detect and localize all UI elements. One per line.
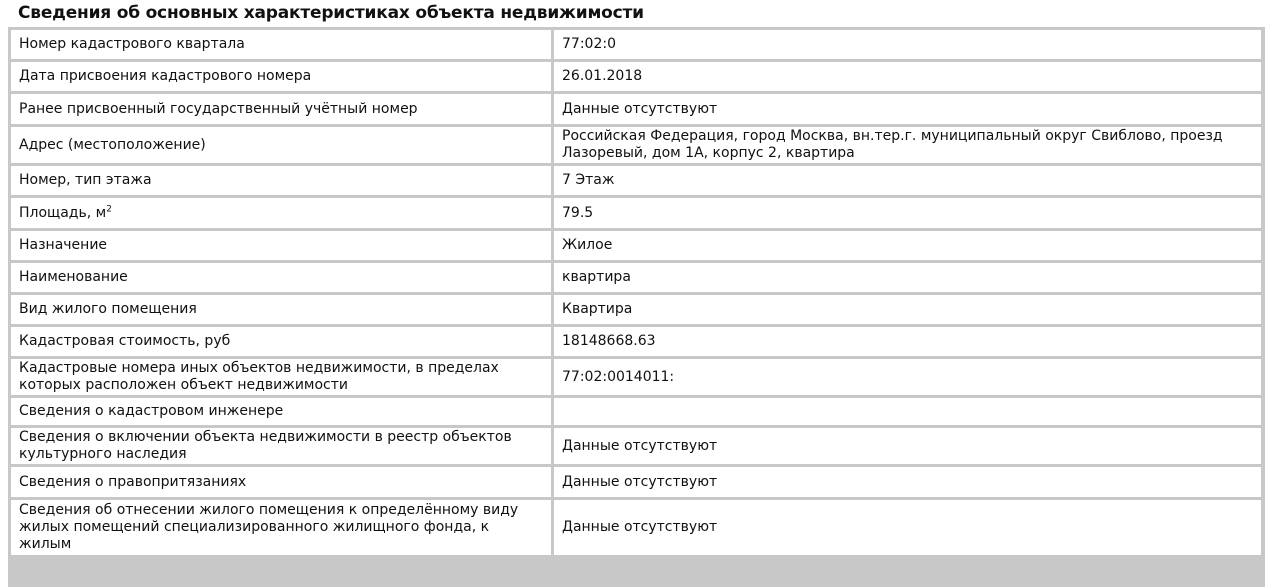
row-label-cadastral-value: Кадастровая стоимость, руб [11,327,551,356]
row-value-specialized-housing: Данные отсутствуют [554,500,1261,555]
row-value-address: Российская Федерация, город Москва, вн.тер.г. муниципальный округ Свиблово, проезд Лазоревый, дом 1А, корпус 2, квартира [554,127,1261,163]
row-value-cadastral-value: 18148668.63 [554,327,1261,356]
row-value-name: квартира [554,263,1261,292]
row-value-assignment-date: 26.01.2018 [554,62,1261,91]
row-label-purpose: Назначение [11,231,551,260]
row-label-claims: Сведения о правопритязаниях [11,467,551,497]
page-title: Сведения об основных характеристиках объекта недвижимости [18,3,644,23]
row-value-cadastral-quarter: 77:02:0 [554,30,1261,59]
row-value-cadastral-engineer [554,398,1261,425]
row-label-cadastral-quarter: Номер кадастрового квартала [11,30,551,59]
row-value-parent-objects: 77:02:0014011: [554,359,1261,395]
row-label-area: Площадь, $м^2$ [11,198,551,228]
row-value-area: 79.5 [554,198,1261,228]
row-value-purpose: Жилое [554,231,1261,260]
row-value-previous-number: Данные отсутствуют [554,94,1261,124]
row-label-floor: Номер, тип этажа [11,166,551,195]
row-label-name: Наименование [11,263,551,292]
row-label-address: Адрес (местоположение) [11,127,551,163]
row-label-specialized-housing: Сведения об отнесении жилого помещения к определённому виду жилых помещений специализированного жилищного фонда, к жилым [11,500,551,555]
row-label-assignment-date: Дата присвоения кадастрового номера [11,62,551,91]
row-value-floor: 7 Этаж [554,166,1261,195]
row-label-cadastral-engineer: Сведения о кадастровом инженере [11,398,551,425]
row-value-premises-type: Квартира [554,295,1261,324]
row-label-premises-type: Вид жилого помещения [11,295,551,324]
characteristics-table [8,27,1265,587]
row-value-claims: Данные отсутствуют [554,467,1261,497]
row-value-cultural-heritage: Данные отсутствуют [554,428,1261,464]
row-label-parent-objects: Кадастровые номера иных объектов недвижимости, в пределах которых расположен объект недвижимости [11,359,551,395]
row-label-previous-number: Ранее присвоенный государственный учётный номер [11,94,551,124]
row-label-cultural-heritage: Сведения о включении объекта недвижимости в реестр объектов культурного наследия [11,428,551,464]
